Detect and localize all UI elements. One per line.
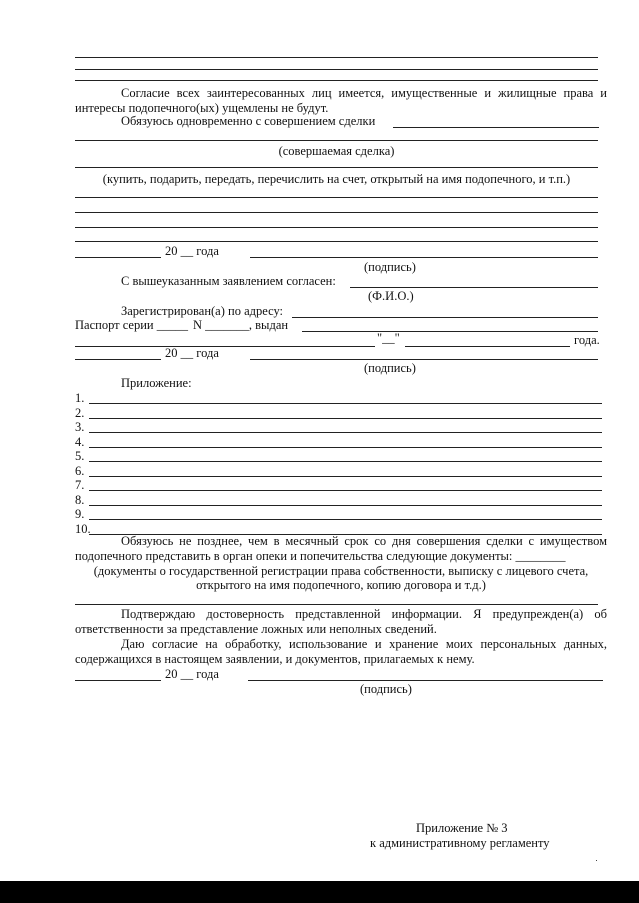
blank-line <box>75 604 598 605</box>
attachment-label: Приложение: <box>121 376 192 390</box>
issued-by-field[interactable] <box>302 331 598 332</box>
attachment-number: 2. <box>75 405 85 420</box>
blank-line <box>75 212 598 213</box>
date-field[interactable] <box>75 359 161 360</box>
scan-speck <box>596 860 597 861</box>
attachment-number: 9. <box>75 507 85 521</box>
attachment-field[interactable] <box>89 490 602 491</box>
signature-caption: (подпись) <box>360 682 412 696</box>
documents-caption-1: (документы о государственной регистрации права собственности, выписку с лицевого счета, <box>93 564 589 578</box>
date-field[interactable] <box>75 680 161 681</box>
year-suffix: года. <box>574 333 600 347</box>
deal-caption: (совершаемая сделка) <box>278 144 395 158</box>
attachment-number: 1. <box>75 391 85 405</box>
undertake-paragraph: Обязуюсь не позднее, чем в месячный срок со дня совершения сделки с имуществом подопечного представить в орган опеки и попечительства следующие документы: ________ <box>75 534 607 563</box>
agree-label: С вышеуказанным заявлением согласен: <box>121 274 336 288</box>
attachment-number: 6. <box>75 463 85 478</box>
passport-number-label: N _______, выдан <box>193 318 289 332</box>
issue-date-field[interactable] <box>405 346 570 347</box>
fio-field[interactable] <box>350 287 598 288</box>
signature-caption: (подпись) <box>364 260 416 274</box>
blank-line <box>75 80 598 81</box>
passport-series-label: Паспорт серии _____ <box>75 318 188 332</box>
attachment-number: 8. <box>75 492 85 507</box>
attachment-number: 4. <box>75 434 85 449</box>
attachment-field[interactable] <box>89 519 602 520</box>
date-field[interactable] <box>75 257 161 258</box>
data-consent-paragraph: Даю согласие на обработку, использование и хранение моих персональных данных, содержащихся в настоящем заявлении, и документов, прилагаемых к нему. <box>75 637 607 666</box>
attachment-field[interactable] <box>89 476 602 477</box>
date-year-label: 20 __ года <box>165 667 219 681</box>
signature-caption: (подпись) <box>364 361 416 375</box>
attachment-field[interactable] <box>89 432 602 433</box>
date-year-label: 20 __ года <box>165 346 219 360</box>
blank-line <box>75 197 598 198</box>
blank-line <box>75 167 598 168</box>
blank-line <box>75 69 598 70</box>
confirm-paragraph: Подтверждаю достоверность представленной информации. Я предупрежден(а) об ответственности за представление ложных или неполных сведений. <box>75 607 607 636</box>
attachment-field[interactable] <box>89 418 602 419</box>
blank-line <box>75 140 598 141</box>
blank-line <box>75 57 598 58</box>
attachment-number: 5. <box>75 449 85 463</box>
attachment-field[interactable] <box>89 403 602 404</box>
issued-by-field-2[interactable] <box>75 346 375 347</box>
deal-examples-caption: (купить, подарить, передать, перечислить на счет, открытый на имя подопечного, и т.п.) <box>102 172 571 186</box>
documents-caption-2: открытого на имя подопечного, копию договора и т.д.) <box>196 578 486 592</box>
oblige-label: Обязуюсь одновременно с совершением сделки <box>121 114 376 128</box>
blank-line <box>75 241 598 242</box>
registered-label: Зарегистрирован(а) по адресу: <box>121 304 284 318</box>
appendix-subtitle: к административному регламенту <box>370 836 550 850</box>
attachment-field[interactable] <box>89 505 602 506</box>
signature-field[interactable] <box>250 359 598 360</box>
attachment-number: 7. <box>75 478 85 492</box>
attachment-field[interactable] <box>89 447 602 448</box>
attachment-number: 10. <box>75 521 91 536</box>
quote-marks: "__" <box>377 331 400 345</box>
consent-paragraph: Согласие всех заинтересованных лиц имеется, имущественные и жилищные права и интересы подопечного(ых) ущемлены не будут. <box>75 86 607 115</box>
deal-field[interactable] <box>393 127 599 128</box>
signature-field[interactable] <box>250 257 598 258</box>
signature-field[interactable] <box>248 680 603 681</box>
appendix-title: Приложение № 3 <box>416 821 508 835</box>
blank-line <box>75 227 598 228</box>
address-field[interactable] <box>292 317 598 318</box>
date-year-label: 20 __ года <box>165 244 219 258</box>
attachment-field[interactable] <box>89 461 602 462</box>
attachment-number: 3. <box>75 420 85 434</box>
fio-caption: (Ф.И.О.) <box>368 289 414 303</box>
scan-bottom-border <box>0 881 639 903</box>
